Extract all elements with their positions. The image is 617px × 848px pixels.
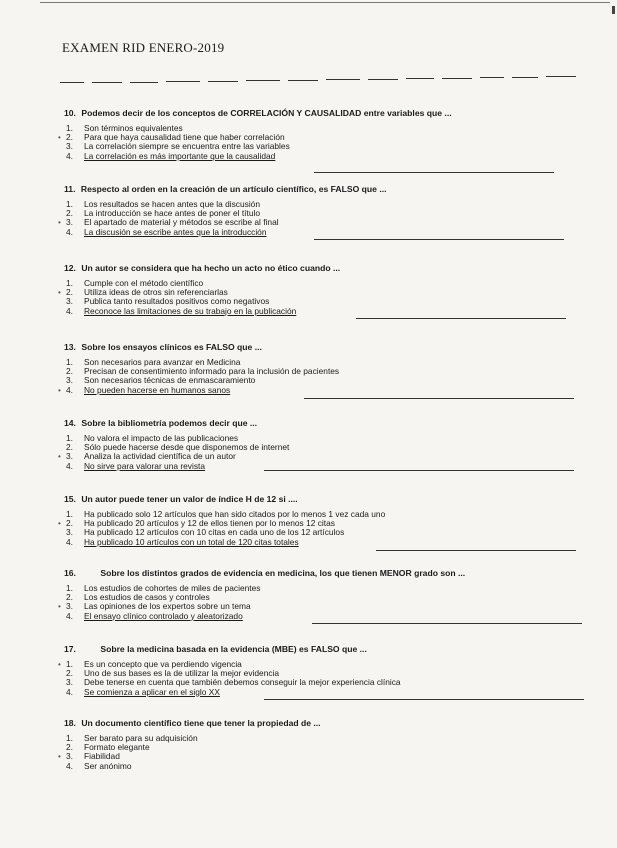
answer-mark: • [58,288,61,298]
answer-mark: • [58,385,61,395]
question-header: 11. Respecto al orden en la creación de un artículo científico, es FALSO que ... [64,184,387,194]
option: 4. La correlación es más importante que la causalidad [66,150,276,161]
question-text: Sobre los distintos grados de evidencia en medicina, los que tienen MENOR grado son ... [100,568,466,578]
option: • 4. No pueden hacerse en humanos sanos [58,384,231,395]
answer-line [60,72,580,86]
answer-mark: • [58,660,61,669]
option: 4. No sirve para valorar una revista [66,460,206,471]
options-list [58,199,584,237]
options-list [58,123,584,161]
option: • 3. El apartado de material y métodos se escribe al final [58,217,279,228]
options-list [58,357,584,395]
option: • 3. Fiabilidad [58,751,120,762]
option: 1. Ser barato para su adquisición [66,733,198,743]
question-text: Un documento científico tiene que tener la propiedad de ... [81,718,321,728]
question-13 [58,342,584,395]
answer-mark: • [58,602,61,612]
question-number: 10. [64,108,76,118]
option: 4. El ensayo clínico controlado y aleatorizado [66,610,243,621]
options-list [58,433,584,471]
question-header: 18. Un documento científico tiene que tener la propiedad de ... [64,718,321,728]
answer-mark: • [58,752,61,762]
option: 1. Son necesarios para avanzar en Medicina [66,357,241,367]
question-text: Respecto al orden en la creación de un artículo científico, es FALSO que ... [80,184,387,194]
option: 3. Publica tanto resultados positivos como negativos [66,296,270,307]
options-list [58,659,584,697]
option: 2. Sólo puede hacerse desde que disponemos de internet [66,442,290,453]
option: 4. Ha publicado 10 artículos con un total de 120 citas totales [66,536,299,547]
option: 2. Formato elegante [66,742,150,753]
question-16 [58,568,584,621]
question-header: 13. Sobre los ensayos clínicos es FALSO que ... [64,342,262,352]
option: 3. Debe tenerse en cuenta que también debemos conseguir la mejor experiencia clínica [66,677,401,688]
option: • 1. Es un concepto que va perdiendo vigencia [58,659,242,669]
option: 3. Son necesarios técnicas de enmascaramiento [66,375,256,386]
question-header: 14. Sobre la bibliometría podemos decir que ... [64,418,258,428]
option: • 3. Analiza la actividad científica de un autor [58,451,236,462]
answer-mark: • [58,452,61,462]
question-header: 15. Un autor puede tener un valor de índice H de 12 si .... [64,494,298,504]
option: 1. Cumple con el método científico [66,278,204,288]
option: 2. Uno de sus bases es la de utilizar la mejor evidencia [66,668,280,679]
exam-title: EXAMEN RID ENERO-2019 [62,40,225,55]
question-header: 17. Sobre la medicina basada en la evidencia (MBE) es FALSO que ... [64,644,367,654]
option: 3. Ha publicado 12 artículos con 10 citas en cada uno de los 12 artículos [66,527,345,538]
question-header [64,108,584,118]
question-15 [58,494,584,547]
question-header: 12. Un autor se considera que ha hecho un acto no ético cuando ... [64,263,341,273]
question-11 [58,184,584,237]
answer-mark: • [58,133,61,143]
options-list [58,509,584,547]
option: 1. Ha publicado solo 12 artículos que han sido citados por lo menos 1 vez cada uno [66,509,386,519]
options-list [58,733,584,771]
question-text: Un autor se considera que ha hecho un acto no ético cuando ... [81,263,341,273]
question-text: Un autor puede tener un valor de índice H de 12 si .... [81,494,298,504]
option: • 2. Para que haya causalidad tiene que haber correlación [58,132,285,143]
option: 4. Ser anónimo [66,760,132,771]
question-12 [58,263,584,316]
option: 3. La correlación siempre se encuentra entre las variables [66,141,290,152]
question-header: 16. Sobre los distintos grados de evidencia en medicina, los que tienen MENOR grado son ... [64,568,466,578]
question-17 [58,644,584,697]
options-list [58,278,584,316]
option: 1. Los resultados se hacen antes que la discusión [66,199,260,209]
top-rule [40,2,610,3]
option: • 3. Las opiniones de los expertos sobre un tema [58,601,251,612]
option: 1. No valora el impacto de las publicaciones [66,433,239,443]
option: 2. Precisan de consentimiento informado para la inclusión de pacientes [66,366,340,377]
question-18 [58,718,584,771]
question-10 [58,108,584,161]
option: • 2. Ha publicado 20 artículos y 12 de ellos tienen por lo menos 12 citas [58,518,335,529]
question-14 [58,418,584,471]
question-text: Sobre los ensayos clínicos es FALSO que ... [81,342,262,352]
option: 4. Se comienza a aplicar en el siglo XX [66,686,220,697]
option: 1. Los estudios de cohortes de miles de pacientes [66,583,261,593]
question-text: Sobre la medicina basada en la evidencia (MBE) es FALSO que ... [100,644,367,654]
question-text: Podemos decir de los conceptos de CORRELACIÓN Y CAUSALIDAD entre variables que ... [81,108,452,118]
option: 2. Los estudios de casos y controles [66,592,210,603]
option: • 2. Utiliza ideas de otros sin referenciarlas [58,287,228,298]
option: 1. Son términos equivalentes [66,123,183,133]
answer-mark: • [58,519,61,529]
options-list [58,583,584,621]
option: 4. La discusión se escribe antes que la introducción [66,226,267,237]
option: 4. Reconoce las limitaciones de su trabajo en la publicación [66,305,297,316]
edge-mark [612,6,615,14]
option: 2. La introducción se hace antes de poner el título [66,208,260,219]
question-text: Sobre la bibliometría podemos decir que ... [81,418,258,428]
answer-mark: • [58,218,61,228]
